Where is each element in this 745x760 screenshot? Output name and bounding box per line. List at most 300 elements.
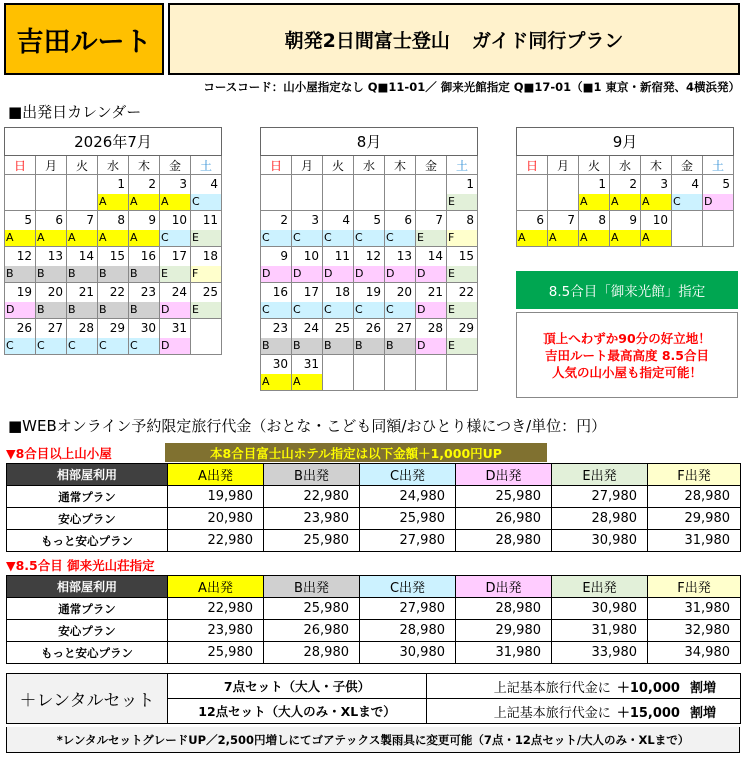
rental-suffix: 割増 (689, 705, 716, 721)
price-cell: 28,980 (456, 530, 552, 552)
plan-name: もっと安心プラン (7, 642, 168, 664)
calendar-day (354, 283, 385, 319)
promo-line: 人気の山小屋も指定可能！ (551, 364, 702, 380)
price-column-header: F出発 (648, 464, 741, 486)
day-number: 12 (365, 249, 381, 263)
departure-code: C (672, 194, 702, 210)
departure-code: A (579, 230, 609, 246)
calendar-day (261, 355, 292, 391)
calendar-day (261, 211, 292, 247)
departure-code: F (447, 230, 477, 246)
day-number: 13 (396, 249, 412, 263)
price-table-8th-station (6, 463, 741, 552)
calendar-day (354, 319, 385, 355)
departure-code: C (129, 338, 159, 354)
weekday-row (5, 156, 222, 175)
plan-name: もっと安心プラン (7, 530, 168, 552)
plan-title-sub: ガイド同行プラン (471, 29, 624, 52)
weekday-header: 日 (261, 156, 292, 175)
departure-code: A (261, 374, 291, 390)
calendar-day (98, 283, 129, 319)
calendar-day (447, 211, 478, 247)
departure-code: A (641, 194, 671, 210)
departure-code: A (517, 230, 547, 246)
day-number: 19 (365, 285, 381, 299)
weekday-header: 土 (703, 156, 734, 175)
day-number: 28 (78, 321, 94, 335)
calendar-week-row (517, 175, 734, 211)
calendar-week-row (261, 283, 478, 319)
day-number: 4 (342, 213, 350, 227)
departure-code: C (5, 338, 35, 354)
day-number: 27 (396, 321, 412, 335)
price-column-header: A出発 (168, 464, 264, 486)
calendar-day (672, 175, 703, 211)
calendar-day (191, 211, 222, 247)
price-column-header: D出発 (456, 576, 552, 598)
price-cell: 28,980 (552, 508, 648, 530)
departure-code: B (385, 338, 415, 354)
day-number: 31 (171, 321, 187, 335)
calendar-day (5, 247, 36, 283)
calendar-month-title: 9月 (517, 128, 734, 156)
day-number: 13 (47, 249, 63, 263)
day-number: 21 (427, 285, 443, 299)
calendar-day (67, 247, 98, 283)
departure-code: C (354, 230, 384, 246)
calendar-empty-cell (416, 175, 447, 211)
departure-code: B (5, 266, 35, 282)
calendar-empty-cell (191, 319, 222, 355)
day-number: 12 (16, 249, 32, 263)
departure-code: D (323, 266, 353, 282)
price-cell: 25,980 (168, 642, 264, 664)
departure-code: B (98, 266, 128, 282)
calendar-empty-cell (323, 355, 354, 391)
price-cell: 31,980 (552, 620, 648, 642)
rental-set-7: 7点セット（大人・子供） (168, 674, 427, 699)
calendar-day (548, 211, 579, 247)
table1-label: ▼8合目以上山小屋 (6, 446, 112, 461)
calendar-day (67, 319, 98, 355)
day-number: 3 (311, 213, 319, 227)
day-number: 20 (47, 285, 63, 299)
weekday-header: 水 (610, 156, 641, 175)
price-column-header: B出発 (264, 576, 360, 598)
calendar-day (160, 211, 191, 247)
day-number: 26 (16, 321, 32, 335)
weekday-header: 木 (641, 156, 672, 175)
weekday-header: 水 (98, 156, 129, 175)
calendar-day (98, 319, 129, 355)
calendar-day (261, 247, 292, 283)
departure-code: B (323, 338, 353, 354)
departure-code: A (98, 230, 128, 246)
calendar-day (261, 283, 292, 319)
departure-code: C (98, 338, 128, 354)
price-cell: 25,980 (264, 530, 360, 552)
plan-name: 安心プラン (7, 508, 168, 530)
departure-code: D (160, 338, 190, 354)
calendar-day (292, 355, 323, 391)
calendar-day (416, 211, 447, 247)
day-number: 10 (303, 249, 319, 263)
departure-code: A (292, 374, 322, 390)
price-cell: 29,980 (648, 508, 741, 530)
price-cell: 28,980 (456, 598, 552, 620)
calendar-day (160, 283, 191, 319)
calendar-day (354, 211, 385, 247)
day-number: 3 (660, 177, 668, 191)
departure-code: E (416, 230, 446, 246)
calendar-month-title: 2026年7月 (5, 128, 222, 156)
day-number: 10 (171, 213, 187, 227)
price-row (7, 598, 741, 620)
day-number: 17 (303, 285, 319, 299)
calendar-day (191, 247, 222, 283)
weekday-header: 月 (36, 156, 67, 175)
price-cell: 26,980 (264, 620, 360, 642)
price-cell: 23,980 (168, 620, 264, 642)
day-number: 6 (536, 213, 544, 227)
departure-code: C (67, 338, 97, 354)
departure-code: D (5, 302, 35, 318)
price-cell: 20,980 (168, 508, 264, 530)
departure-code: A (5, 230, 35, 246)
calendar-day (191, 175, 222, 211)
departure-code: C (36, 338, 66, 354)
price-cell: 31,980 (648, 598, 741, 620)
day-number: 18 (334, 285, 350, 299)
calendar-day (292, 211, 323, 247)
weekday-header: 日 (5, 156, 36, 175)
departure-code: B (354, 338, 384, 354)
rental-amount: ＋15,000 (616, 705, 680, 721)
price-cell: 24,980 (360, 486, 456, 508)
day-number: 11 (334, 249, 350, 263)
departure-code: A (579, 194, 609, 210)
departure-code: A (610, 230, 640, 246)
calendar-day (385, 283, 416, 319)
calendar-day (447, 319, 478, 355)
departure-code: A (129, 194, 159, 210)
price-header-row (7, 576, 741, 598)
price-cell: 27,980 (360, 530, 456, 552)
price-header-row (7, 464, 741, 486)
departure-code: C (292, 230, 322, 246)
departure-code: A (36, 230, 66, 246)
calendar-week-row (5, 283, 222, 319)
day-number: 21 (78, 285, 94, 299)
plan-title-main: 朝発2日間富士登山 (284, 29, 450, 52)
calendar-day (67, 211, 98, 247)
day-number: 7 (86, 213, 94, 227)
calendar-day (5, 319, 36, 355)
calendar-day (610, 211, 641, 247)
calendar-day (447, 247, 478, 283)
calendar-day (323, 319, 354, 355)
day-number: 22 (109, 285, 125, 299)
price-column-header: E出発 (552, 576, 648, 598)
day-number: 8 (598, 213, 606, 227)
calendar-day (323, 247, 354, 283)
day-number: 31 (303, 357, 319, 371)
day-number: 5 (722, 177, 730, 191)
price-heading: ■WEBオンライン予約限定旅行代金（おとな・こども同額/おひとり様につき/単位：円） (8, 417, 607, 435)
rental-price-7 (427, 674, 741, 699)
day-number: 14 (78, 249, 94, 263)
calendar-day (641, 175, 672, 211)
price-column-header: C出発 (360, 464, 456, 486)
calendar-empty-cell (354, 355, 385, 391)
calendar-day (36, 211, 67, 247)
calendar-day (98, 211, 129, 247)
price-cell: 25,980 (264, 598, 360, 620)
day-number: 9 (280, 249, 288, 263)
departure-code: C (261, 230, 291, 246)
departure-code: D (703, 194, 733, 210)
calendar-day (416, 319, 447, 355)
price-table-goraiko (6, 575, 741, 664)
calendar-day (292, 283, 323, 319)
price-cell: 22,980 (168, 530, 264, 552)
calendar-day (261, 319, 292, 355)
price-row (7, 642, 741, 664)
rental-base-text: 上記基本旅行代金に (493, 680, 611, 696)
price-column-header: B出発 (264, 464, 360, 486)
weekday-header: 月 (292, 156, 323, 175)
calendar-day (385, 319, 416, 355)
day-number: 7 (435, 213, 443, 227)
table2-label: ▼8.5合目 御来光山荘指定 (6, 558, 155, 573)
weekday-header: 水 (354, 156, 385, 175)
calendar-day (129, 247, 160, 283)
route-label: 吉田ルート (4, 3, 164, 75)
calendar-empty-cell (672, 211, 703, 247)
price-cell: 23,980 (264, 508, 360, 530)
day-number: 4 (691, 177, 699, 191)
price-cell: 31,980 (456, 642, 552, 664)
day-number: 15 (109, 249, 125, 263)
departure-code: D (354, 266, 384, 282)
calendar-day (416, 247, 447, 283)
departure-code: B (129, 266, 159, 282)
day-number: 24 (171, 285, 187, 299)
price-cell: 27,980 (552, 486, 648, 508)
calendar-empty-cell (67, 175, 98, 211)
promo-line: 頂上へわずか90分の好立地！ (543, 330, 711, 346)
price-cell: 34,980 (648, 642, 741, 664)
plan-name: 通常プラン (7, 598, 168, 620)
calendar-empty-cell (385, 175, 416, 211)
price-column-header: A出発 (168, 576, 264, 598)
price-cell: 29,980 (456, 620, 552, 642)
day-number: 25 (202, 285, 218, 299)
departure-code: C (191, 194, 221, 210)
day-number: 6 (404, 213, 412, 227)
calendar-day (579, 211, 610, 247)
price-column-header: D出発 (456, 464, 552, 486)
price-cell: 25,980 (360, 508, 456, 530)
day-number: 25 (334, 321, 350, 335)
weekday-header: 土 (447, 156, 478, 175)
promo-line: 吉田ルート最高高度 8.5合目 (545, 347, 709, 363)
calendar-day (36, 247, 67, 283)
calendar-day (517, 211, 548, 247)
calendar-empty-cell (292, 175, 323, 211)
price-row (7, 486, 741, 508)
rental-table (6, 673, 741, 724)
departure-code: D (416, 302, 446, 318)
departure-code: B (67, 266, 97, 282)
rental-suffix: 割増 (689, 680, 716, 696)
departure-code: A (548, 230, 578, 246)
calendar-week-row (5, 211, 222, 247)
calendar-week-row (261, 247, 478, 283)
weekday-header: 金 (672, 156, 703, 175)
departure-code: B (36, 266, 66, 282)
departure-code: C (292, 302, 322, 318)
plan-name: 安心プラン (7, 620, 168, 642)
rental-amount: ＋10,000 (616, 680, 680, 696)
departure-code: E (447, 194, 477, 210)
weekday-header: 金 (160, 156, 191, 175)
calendar-week-row (517, 211, 734, 247)
departure-code: C (261, 302, 291, 318)
day-number: 16 (140, 249, 156, 263)
calendar-month-row (5, 128, 222, 156)
calendar-day (416, 283, 447, 319)
departure-code: D (416, 266, 446, 282)
price-cell: 22,980 (264, 486, 360, 508)
price-cell: 22,980 (168, 598, 264, 620)
calendar-august (260, 127, 478, 391)
calendar-empty-cell (261, 175, 292, 211)
calendar-day (98, 175, 129, 211)
day-number: 9 (148, 213, 156, 227)
departure-code: C (160, 230, 190, 246)
day-number: 5 (373, 213, 381, 227)
calendar-empty-cell (447, 355, 478, 391)
calendar-empty-cell (323, 175, 354, 211)
price-row (7, 508, 741, 530)
weekday-header: 木 (385, 156, 416, 175)
day-number: 2 (629, 177, 637, 191)
departure-code: F (191, 266, 221, 282)
title-bar (4, 3, 740, 75)
rental-footnote: *レンタルセットグレードUP／2,500円増しにてゴアテックス製雨具に変更可能（7点・12点セット/大人のみ・XLまで） (6, 727, 740, 753)
weekday-header: 月 (548, 156, 579, 175)
calendar-empty-cell (703, 211, 734, 247)
day-number: 24 (303, 321, 319, 335)
calendar-week-row (5, 175, 222, 211)
weekday-header: 火 (67, 156, 98, 175)
day-number: 23 (272, 321, 288, 335)
price-cell: 27,980 (360, 598, 456, 620)
calendar-empty-cell (36, 175, 67, 211)
day-number: 7 (567, 213, 575, 227)
departure-code: D (292, 266, 322, 282)
price-column-header: F出発 (648, 576, 741, 598)
calendar-day (129, 175, 160, 211)
day-number: 9 (629, 213, 637, 227)
departure-code: B (129, 302, 159, 318)
day-number: 22 (458, 285, 474, 299)
calendar-day (610, 175, 641, 211)
rental-base-text: 上記基本旅行代金に (493, 705, 611, 721)
departure-code: C (385, 302, 415, 318)
calendar-empty-cell (354, 175, 385, 211)
departure-code: A (67, 230, 97, 246)
day-number: 14 (427, 249, 443, 263)
price-cell: 28,980 (264, 642, 360, 664)
calendar-empty-cell (517, 175, 548, 211)
calendar-day (160, 319, 191, 355)
calendar-day (354, 247, 385, 283)
calendar-day (67, 283, 98, 319)
calendar-day (323, 283, 354, 319)
departure-code: C (385, 230, 415, 246)
departure-code: E (160, 266, 190, 282)
day-number: 11 (202, 213, 218, 227)
price-cell: 28,980 (648, 486, 741, 508)
calendar-day (36, 283, 67, 319)
calendar-empty-cell (5, 175, 36, 211)
price-cell: 31,980 (648, 530, 741, 552)
calendar-week-row (261, 211, 478, 247)
calendar-day (5, 283, 36, 319)
rental-set-12: 12点セット（大人のみ・XLまで） (168, 699, 427, 724)
departure-code: A (610, 194, 640, 210)
day-number: 29 (109, 321, 125, 335)
weekday-header: 火 (323, 156, 354, 175)
day-number: 17 (171, 249, 187, 263)
day-number: 6 (55, 213, 63, 227)
price-column-header: 相部屋利用 (7, 464, 168, 486)
departure-code: E (447, 338, 477, 354)
calendar-empty-cell (416, 355, 447, 391)
calendar-day (160, 247, 191, 283)
price-cell: 28,980 (360, 620, 456, 642)
day-number: 27 (47, 321, 63, 335)
calendar-september (516, 127, 734, 247)
day-number: 18 (202, 249, 218, 263)
weekday-header: 金 (416, 156, 447, 175)
calendar-day (447, 283, 478, 319)
rental-price-12 (427, 699, 741, 724)
calendar-week-row (261, 319, 478, 355)
price-cell: 30,980 (360, 642, 456, 664)
price-column-header: E出発 (552, 464, 648, 486)
departure-code: D (160, 302, 190, 318)
weekday-header: 土 (191, 156, 222, 175)
calendar-week-row (5, 247, 222, 283)
calendar-day (129, 211, 160, 247)
departure-code: A (160, 194, 190, 210)
departure-code: E (191, 230, 221, 246)
departure-code: D (416, 338, 446, 354)
calendar-month-row (517, 128, 734, 156)
day-number: 16 (272, 285, 288, 299)
calendar-month-title: 8月 (261, 128, 478, 156)
departure-code: B (292, 338, 322, 354)
day-number: 4 (210, 177, 218, 191)
day-number: 8 (466, 213, 474, 227)
price-cell: 30,980 (552, 530, 648, 552)
day-number: 1 (117, 177, 125, 191)
departure-code: D (261, 266, 291, 282)
departure-code: E (191, 302, 221, 318)
